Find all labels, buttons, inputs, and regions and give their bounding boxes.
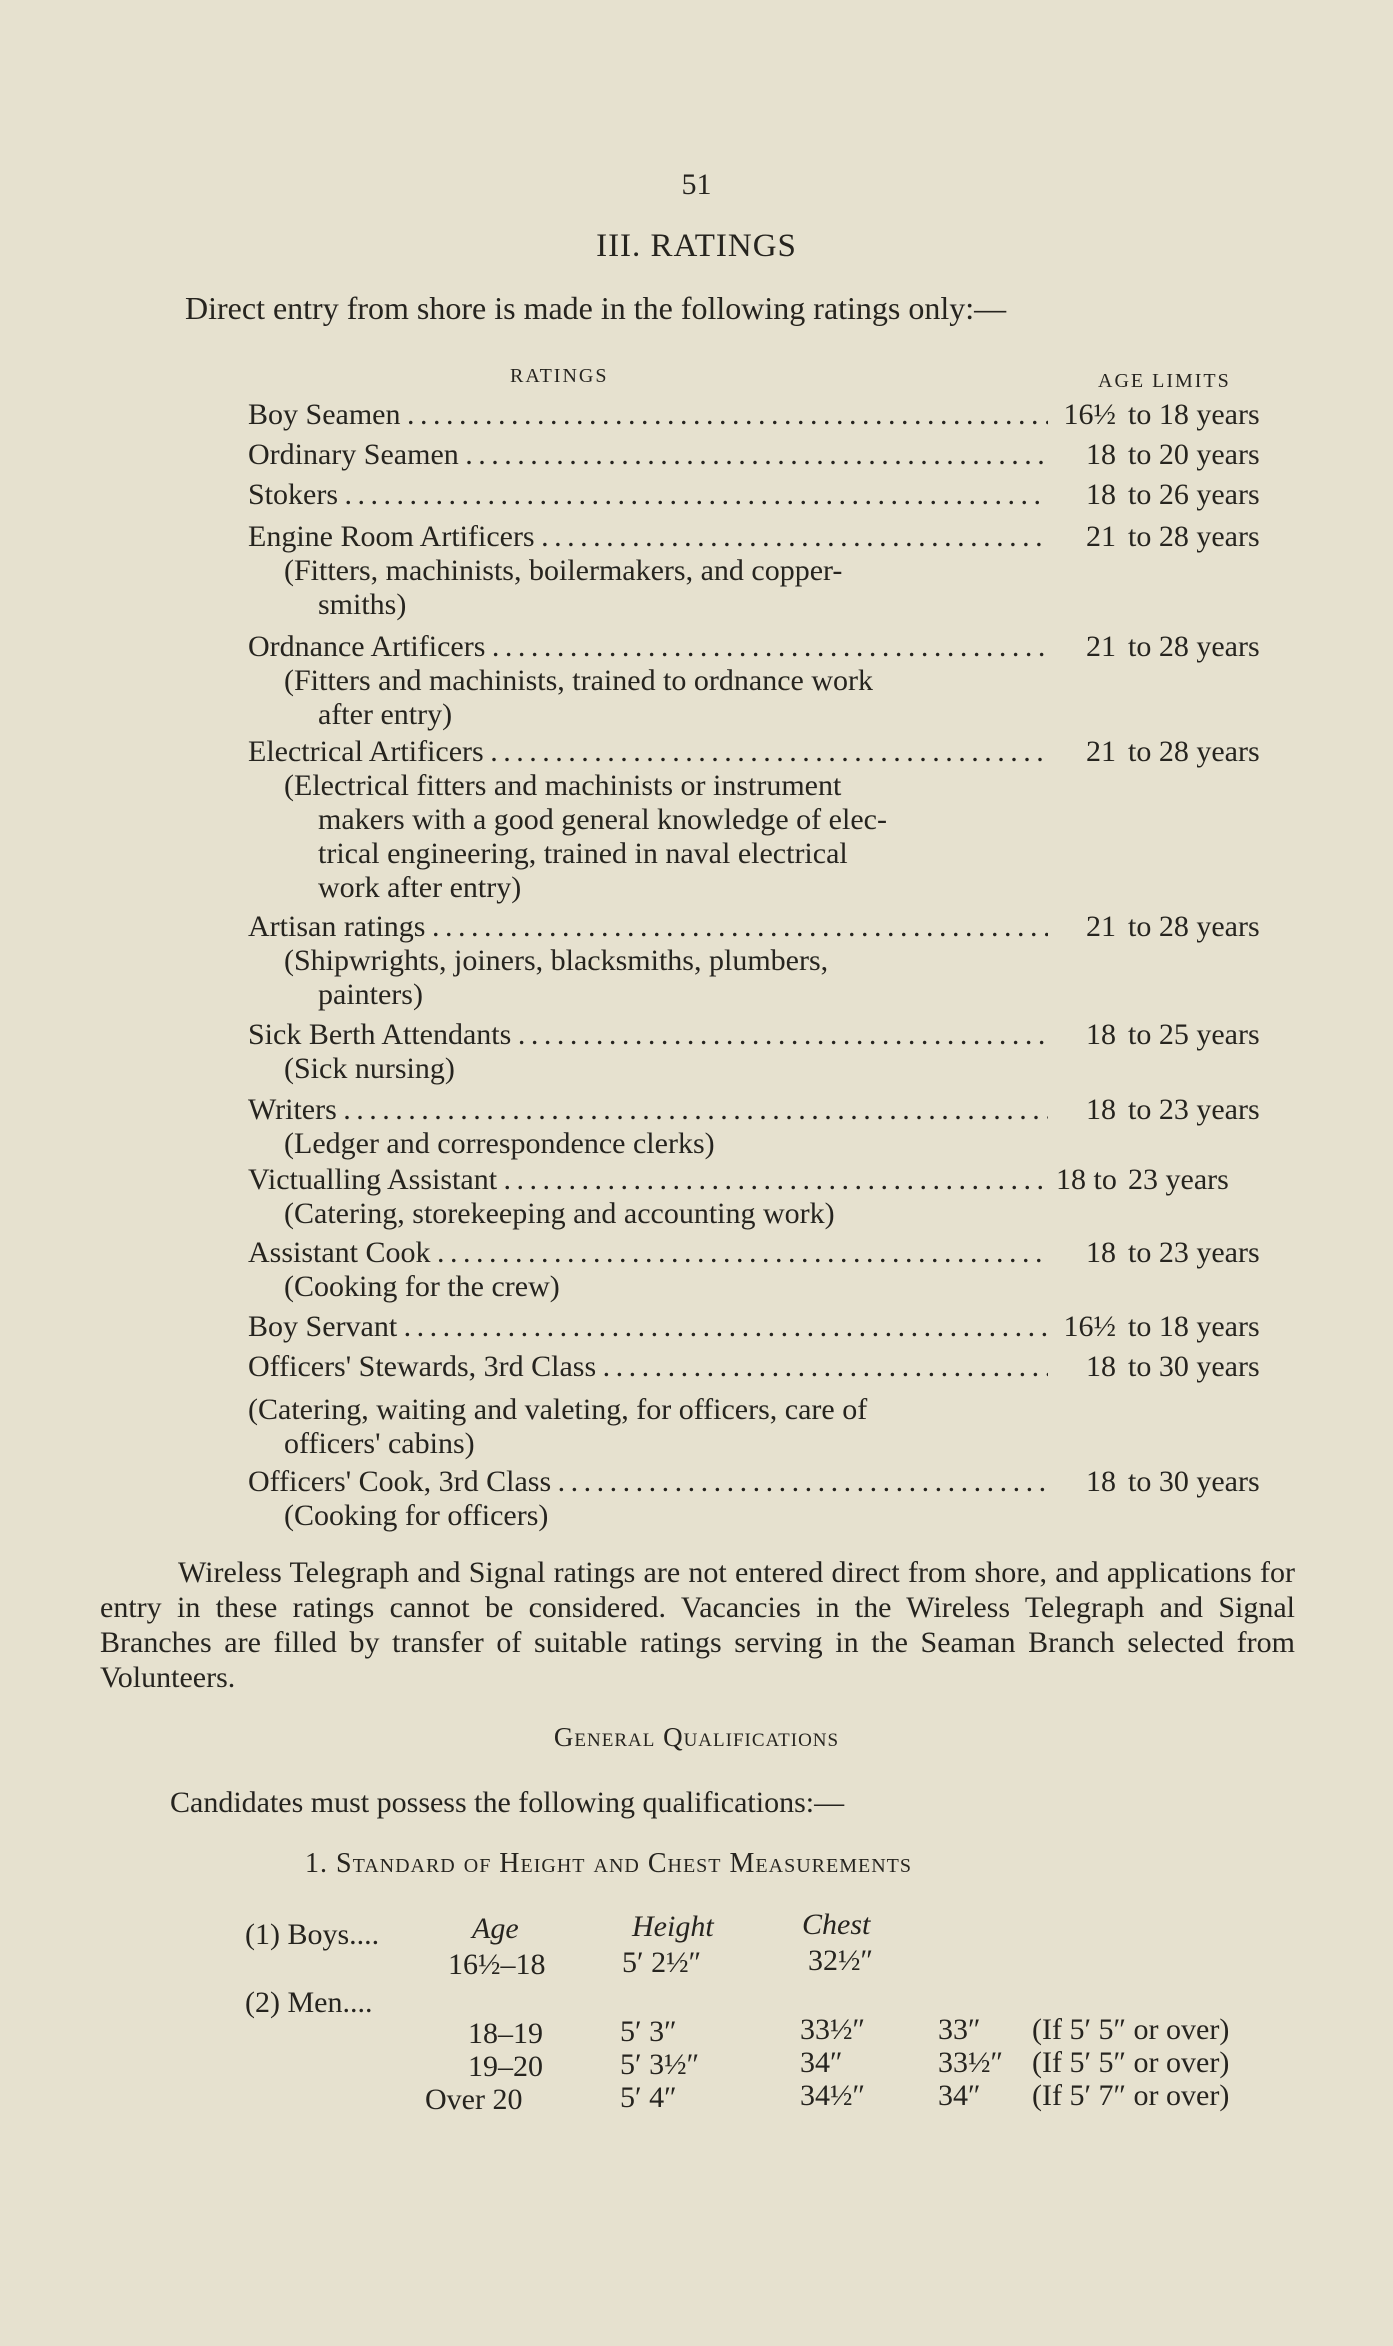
rating-name: (Catering, waiting and valeting, for officers, care of: [248, 1393, 868, 1426]
description-line: (Electrical fitters and machinists or instrument: [284, 769, 842, 802]
men-row-alt-chest: 33″: [938, 2013, 981, 2046]
rating-description: [284, 1197, 1054, 1231]
rating-name: Officers' Stewards, 3rd Class . . .: [248, 1350, 1048, 1384]
rating-name-cell: [248, 910, 1048, 946]
rating-name: Boy Seamen . . .: [248, 398, 1048, 432]
rating-description: [284, 1270, 1054, 1304]
rating-name-cell: [248, 1393, 1048, 1429]
description-line: smiths): [318, 588, 407, 621]
rating-description: [284, 769, 1054, 905]
age-to: to 23 years: [1128, 1093, 1260, 1126]
description-line: (Fitters, machinists, boilermakers, and copper-: [284, 554, 843, 587]
rating-name: Ordnance Artificers . . .: [248, 630, 1048, 664]
boys-label: (1) Boys....: [245, 1918, 380, 1951]
age-from: 18: [1086, 1018, 1116, 1051]
rating-name: Boy Servant . . .: [248, 1310, 1048, 1344]
men-row-height: 5′ 4″: [620, 2081, 677, 2114]
age-from: 21: [1086, 520, 1116, 553]
wireless-paragraph: [100, 1555, 1295, 1695]
rating-name-cell: [248, 1093, 1048, 1129]
rating-name: Ordinary Seamen . . .: [248, 438, 1048, 472]
rating-name-cell: [248, 1018, 1048, 1054]
description-line: (Ledger and correspondence clerks): [284, 1127, 715, 1160]
rating-name: Officers' Cook, 3rd Class . . .: [248, 1465, 1048, 1499]
description-line: (Shipwrights, joiners, blacksmiths, plumbers,: [284, 944, 829, 977]
rating-name-cell: [248, 1465, 1048, 1501]
age-limits-column-header: AGE LIMITS: [1098, 370, 1231, 392]
rating-description: [284, 944, 1054, 1012]
men-row-age: 19–20: [468, 2050, 543, 2083]
rating-name: Assistant Cook . . .: [248, 1236, 1048, 1270]
age-from: 21: [1086, 735, 1116, 768]
age-to: to 30 years: [1128, 1350, 1260, 1383]
age-from: 18 to: [1056, 1163, 1117, 1196]
col-chest-header: Chest: [802, 1908, 871, 1941]
age-from: 18: [1086, 478, 1116, 511]
age-from: 16½: [1063, 1310, 1116, 1343]
description-line: makers with a good general knowledge of elec-: [318, 803, 887, 836]
rating-name: Electrical Artificers . . .: [248, 735, 1048, 769]
boys-height: 5′ 2½″: [622, 1946, 702, 1979]
age-to: to 28 years: [1128, 735, 1260, 768]
col-age-header: Age: [472, 1912, 519, 1945]
age-to: to 18 years: [1128, 398, 1260, 431]
rating-name-cell: [248, 1350, 1048, 1386]
rating-name-cell: [248, 1236, 1048, 1272]
rating-name-cell: [248, 438, 1048, 474]
description-line: officers' cabins): [284, 1427, 475, 1460]
men-row-chest: 34½″: [800, 2079, 865, 2112]
rating-name-cell: [248, 478, 1048, 514]
rating-description: [284, 664, 1054, 732]
standard-heading: 1. Standard of Height and Chest Measurements: [305, 1848, 912, 1879]
rating-description: [284, 1499, 1054, 1533]
age-to: to 30 years: [1128, 1465, 1260, 1498]
boys-chest: 32½″: [808, 1944, 873, 1977]
rating-name-cell: [248, 1163, 1048, 1199]
description-line: work after entry): [318, 871, 522, 904]
age-to: to 20 years: [1128, 438, 1260, 471]
age-from: 16½: [1063, 398, 1116, 431]
men-row-height: 5′ 3½″: [620, 2048, 700, 2081]
men-label: (2) Men....: [245, 1986, 373, 2019]
description-line: after entry): [318, 698, 453, 731]
rating-name-cell: [248, 398, 1048, 434]
age-to: to 18 years: [1128, 1310, 1260, 1343]
rating-name: Victualling Assistant . . .: [248, 1163, 1048, 1197]
section-heading: III. RATINGS: [596, 228, 797, 264]
men-row-chest: 34″: [800, 2046, 843, 2079]
age-from: 18: [1086, 1236, 1116, 1269]
rating-description: [284, 1052, 1054, 1086]
wireless-paragraph-text: Wireless Telegraph and Signal ratings are not entered direct from shore, and applications for entry in these ratings cannot be considered. Vacancies in the Wireless Telegraph and Signal Branches are filled by transfer of suitable ratings serving in the Seaman Branch selected from Volunteers.: [100, 1556, 1295, 1694]
description-line: painters): [318, 978, 423, 1011]
men-row-note: (If 5′ 5″ or over): [1032, 2046, 1230, 2079]
age-to: 23 years: [1128, 1163, 1229, 1196]
description-line: (Fitters and machinists, trained to ordnance work: [284, 664, 874, 697]
rating-name-cell: [248, 735, 1048, 771]
age-from: 21: [1086, 630, 1116, 663]
description-line: (Cooking for officers): [284, 1499, 549, 1532]
ratings-column-header: RATINGS: [510, 365, 609, 387]
men-row-height: 5′ 3″: [620, 2015, 677, 2048]
men-row-note: (If 5′ 7″ or over): [1032, 2079, 1230, 2112]
intro-text: Direct entry from shore is made in the following ratings only:—: [185, 290, 1007, 326]
boys-age: 16½–18: [448, 1948, 546, 1981]
men-row-alt-chest: 34″: [938, 2079, 981, 2112]
rating-description: [284, 554, 1054, 622]
rating-name: Engine Room Artificers . . .: [248, 520, 1048, 554]
description-line: trical engineering, trained in naval electrical: [318, 837, 848, 870]
description-line: (Sick nursing): [284, 1052, 455, 1085]
age-to: to 23 years: [1128, 1236, 1260, 1269]
age-from: 18: [1086, 1465, 1116, 1498]
age-to: to 28 years: [1128, 630, 1260, 663]
rating-description: [284, 1127, 1054, 1161]
men-row-note: (If 5′ 5″ or over): [1032, 2013, 1230, 2046]
age-from: 21: [1086, 910, 1116, 943]
age-to: to 28 years: [1128, 910, 1260, 943]
age-from: 18: [1086, 1350, 1116, 1383]
age-from: 18: [1086, 438, 1116, 471]
description-line: (Catering, storekeeping and accounting work): [284, 1197, 835, 1230]
men-row-chest: 33½″: [800, 2013, 865, 2046]
age-to: to 28 years: [1128, 520, 1260, 553]
candidates-intro: Candidates must possess the following qualifications:—: [170, 1786, 845, 1819]
col-height-header: Height: [632, 1910, 714, 1943]
rating-name-cell: [248, 1310, 1048, 1346]
men-row-age: 18–19: [468, 2017, 543, 2050]
rating-name: Sick Berth Attendants . . .: [248, 1018, 1048, 1052]
general-qualifications-heading: General Qualifications: [553, 1722, 840, 1752]
men-row-alt-chest: 33½″: [938, 2046, 1003, 2079]
rating-name-cell: [248, 630, 1048, 666]
rating-name: Stokers . . .: [248, 478, 1048, 512]
age-to: to 25 years: [1128, 1018, 1260, 1051]
men-row-age: Over 20: [425, 2083, 523, 2116]
rating-name: Artisan ratings . . .: [248, 910, 1048, 944]
rating-name: Writers . . .: [248, 1093, 1048, 1127]
age-from: 18: [1086, 1093, 1116, 1126]
page-number: 51: [681, 168, 712, 201]
rating-name-cell: [248, 520, 1048, 556]
description-line: (Cooking for the crew): [284, 1270, 560, 1303]
rating-description: [284, 1427, 1054, 1461]
age-to: to 26 years: [1128, 478, 1260, 511]
